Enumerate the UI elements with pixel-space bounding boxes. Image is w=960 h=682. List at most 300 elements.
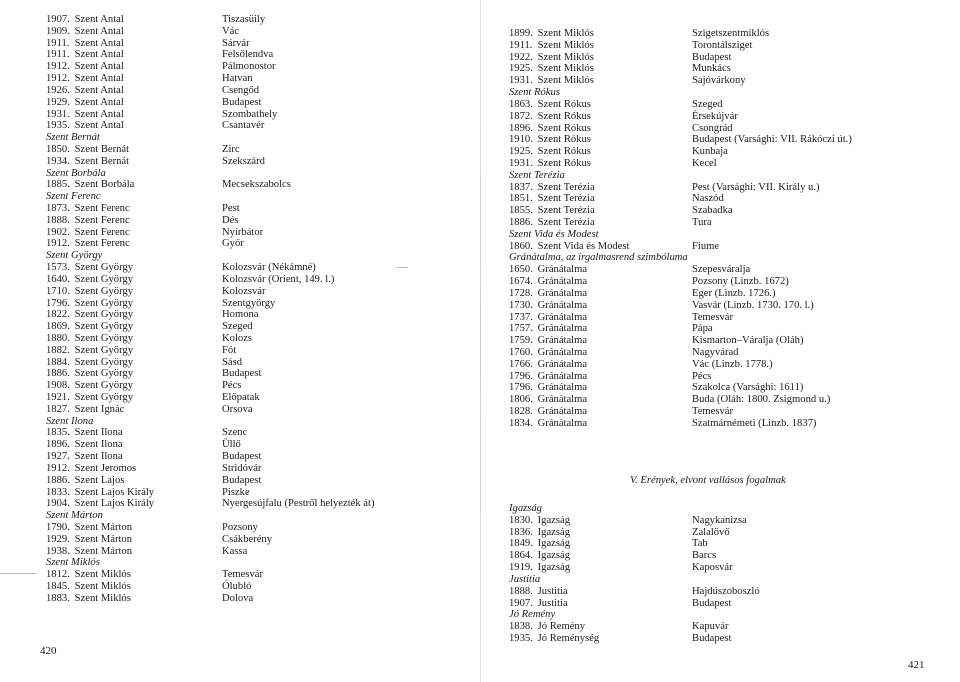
right-place-column-top (692, 28, 852, 430)
scan-mark (0, 573, 36, 574)
entry-year: 1884. (46, 356, 70, 368)
right-page-number: 421 (908, 659, 925, 671)
right-name-column-bottom (509, 503, 599, 645)
entry-place: Üllő (222, 439, 241, 451)
list-item (46, 49, 154, 61)
entry-name: Igazság (535, 514, 570, 526)
entry-name: Szent Márton (72, 545, 133, 557)
entry-place: Kolozs (222, 332, 253, 344)
entry-name: Jó Reménység (535, 632, 600, 644)
entry-name: Szent Antal (72, 49, 124, 61)
entry-name: Szent Miklós (535, 28, 594, 39)
entry-name: Szent Bernát (72, 155, 130, 167)
entry-name: Gránátalma (535, 346, 588, 358)
section-title: V. Erények, elvont vallásos fogalmak (630, 475, 786, 486)
entry-year: 1851. (509, 193, 533, 205)
entry-year: 1908. (46, 380, 70, 392)
entry-place: Szentgyörgy (222, 297, 276, 309)
entry-year: 1911. (46, 49, 70, 61)
entry-year: 1904. (46, 498, 70, 510)
entry-place: Kecel (692, 157, 717, 169)
entry-name: Gránátalma (535, 311, 588, 323)
entry-year: 1899. (509, 28, 533, 39)
section-heading: Szent Terézia (509, 169, 565, 181)
list-item (509, 205, 688, 217)
list-item (46, 85, 154, 97)
entry-place: Sajóvárkony (692, 75, 746, 87)
right-name-column-top (509, 28, 688, 430)
entry-place: Temesvár (692, 311, 734, 323)
list-item (509, 550, 599, 562)
entry-place: Budapest (222, 368, 262, 380)
list-item (46, 238, 154, 250)
entry-place: Barcs (692, 550, 717, 562)
entry-place: Torontálsziget (692, 39, 753, 51)
entry-year: 1835. (46, 427, 70, 439)
entry-year: 1921. (46, 392, 70, 403)
entry-year: 1925. (509, 63, 533, 75)
entry-name: Szent Miklós (72, 592, 131, 604)
entry-name: Szent Ilona (72, 427, 123, 439)
list-item (509, 312, 688, 324)
list-item (509, 217, 688, 229)
entry-name: Szent Antal (72, 14, 124, 25)
entry-name: Szent Miklós (72, 569, 131, 581)
entry-name: Szent György (72, 309, 134, 321)
entry-year: 1710. (46, 285, 70, 297)
section-heading: Szent Borbála (46, 167, 106, 179)
list-item (509, 586, 599, 598)
list-item (46, 569, 154, 581)
entry-place: Kapuvár (692, 621, 729, 633)
entry-year: 1911. (46, 37, 70, 49)
entry-year: 1896. (509, 122, 533, 134)
entry-year: 1934. (46, 155, 70, 167)
entry-place: Pozsony (222, 521, 258, 533)
list-item (509, 300, 688, 312)
list-item (46, 368, 154, 380)
entry-year: 1931. (46, 108, 70, 120)
entry-year: 1872. (509, 110, 533, 122)
entry-year: 1925. (509, 146, 533, 158)
entry-year: 1912. (46, 238, 70, 250)
entry-name: Gránátalma (535, 417, 588, 429)
list-item (509, 562, 599, 574)
entry-place: Buda (Oláh: 1800. Zsigmond u.) (692, 394, 831, 406)
entry-place: Munkács (692, 63, 731, 75)
entry-place: Naszód (692, 193, 724, 205)
entry-place: Budapest (222, 474, 262, 486)
entry-place: Szeged (692, 98, 723, 110)
entry-name: Gránátalma (535, 276, 588, 288)
entry-year: 1828. (509, 406, 533, 417)
right-place-column-bottom (692, 503, 760, 645)
list-item (46, 427, 154, 439)
entry-year: 1869. (46, 321, 70, 333)
entry-place: Hatvan (222, 73, 253, 85)
entry-name: Szent Ilona (72, 451, 123, 463)
list-item (46, 227, 154, 239)
entry-year: 1929. (46, 533, 70, 545)
list-item (509, 40, 688, 52)
list-item (46, 593, 154, 605)
list-item (46, 581, 154, 593)
entry-place: Dés (222, 214, 239, 226)
place-spacer (222, 168, 374, 180)
list-item (46, 97, 154, 109)
list-item (509, 276, 688, 288)
entry-place: Pécs (692, 370, 712, 382)
entry-name: Szent Borbála (72, 179, 135, 191)
entry-year: 1907. (46, 14, 70, 25)
entry-name: Szent Antal (72, 61, 124, 73)
entry-name: Gránátalma (535, 358, 588, 370)
entry-year: 1833. (46, 486, 70, 498)
section-heading: Gránátalma, az irgalmasrend szimbóluma (509, 252, 688, 264)
entry-name: Szent Ferenc (72, 238, 130, 250)
section-heading: Szent Ferenc (46, 191, 101, 203)
entry-place: Pest (Varsághi: VII. Király u.) (692, 181, 820, 193)
place-spacer (222, 416, 374, 428)
list-item (46, 38, 154, 50)
section-heading: Justitia (509, 573, 541, 585)
list-item (509, 335, 688, 347)
entry-place: Nagyvárad (692, 346, 739, 358)
list-item (509, 123, 688, 135)
section-heading: Szent Márton (46, 510, 103, 522)
entry-year: 1737. (509, 311, 533, 323)
entry-place: Szeged (222, 321, 253, 333)
list-item (509, 134, 688, 146)
place-spacer (222, 557, 374, 569)
entry-name: Szent György (72, 321, 134, 333)
entry-place: Pálmonostor (222, 61, 276, 73)
list-item (46, 463, 154, 475)
list-item (46, 144, 154, 156)
place-spacer (692, 574, 760, 586)
entry-name: Szent Márton (72, 521, 133, 533)
scan-mark (396, 267, 408, 268)
entry-place: Vác (222, 25, 240, 37)
entry-place: Pest (222, 203, 240, 214)
entry-year: 1896. (46, 439, 70, 451)
entry-name: Szent Terézia (535, 217, 595, 228)
entry-year: 1759. (509, 335, 533, 347)
entry-name: Gránátalma (535, 323, 588, 335)
entry-name: Szent Lajos Király (72, 498, 155, 510)
entry-place: Felsőlendva (222, 49, 274, 61)
entry-place: Csongrád (692, 122, 733, 134)
entry-place: Kaposvár (692, 562, 733, 574)
entry-place: Győr (222, 238, 244, 250)
entry-name: Szent Terézia (535, 205, 595, 217)
entry-year: 1864. (509, 550, 533, 562)
entry-place: Szakolca (Varsághi: 1611) (692, 382, 804, 394)
entry-name: Szent Antal (72, 25, 124, 37)
entry-year: 1730. (509, 299, 533, 311)
entry-place: Mecsekszabolcs (222, 179, 291, 191)
list-item (509, 158, 688, 170)
entry-name: Gránátalma (535, 382, 588, 394)
entry-place: Nyergesújfalu (Pestről helyezték át) (222, 498, 375, 510)
entry-year: 1902. (46, 226, 70, 238)
list-item (46, 120, 154, 132)
entry-place: Csákberény (222, 533, 273, 545)
entry-year: 1845. (46, 581, 70, 592)
list-item (509, 63, 688, 75)
entry-name: Szent Jeromos (72, 462, 137, 474)
entry-name: Szent Rókus (535, 110, 591, 122)
list-item (509, 75, 688, 87)
section-heading: Szent Miklós (46, 557, 100, 569)
list-item (46, 274, 154, 286)
entry-place: Fiume (692, 240, 720, 252)
entry-year: 1836. (509, 526, 533, 538)
list-item (509, 538, 599, 550)
list-item (46, 262, 154, 274)
entry-name: Jó Remény (535, 621, 586, 633)
entry-place: Szenc (222, 427, 248, 439)
entry-place: Tiszasüily (222, 14, 266, 25)
list-item (46, 522, 154, 534)
entry-place: Budapest (692, 632, 732, 644)
list-item (509, 418, 688, 430)
entry-place: Ólubló (222, 581, 252, 592)
entry-year: 1790. (46, 521, 70, 533)
entry-place: Pécs (222, 380, 242, 392)
entry-name: Szent György (72, 368, 134, 380)
entry-name: Szent Antal (72, 73, 124, 85)
entry-name: Justitia (535, 597, 568, 609)
entry-place: Szabadka (692, 205, 733, 217)
entry-name: Szent Ferenc (72, 214, 130, 226)
entry-name: Szent Miklós (72, 581, 131, 592)
list-item (46, 286, 154, 298)
left-name-column (46, 14, 154, 605)
entry-year: 1935. (509, 632, 533, 644)
place-spacer (692, 170, 852, 182)
entry-place: Stridóvár (222, 462, 262, 474)
list-item (509, 515, 599, 527)
entry-year: 1757. (509, 323, 533, 335)
list-item (509, 621, 599, 633)
entry-name: Gránátalma (535, 335, 588, 347)
entry-place: Kassa (222, 545, 248, 557)
entry-year: 1938. (46, 545, 70, 557)
entry-place: Szigetszentmiklós (692, 28, 770, 39)
entry-year: 1880. (46, 332, 70, 344)
entry-year: 1931. (509, 75, 533, 87)
entry-year: 1573. (46, 262, 70, 274)
list-item (46, 487, 154, 499)
entry-year: 1919. (509, 562, 533, 574)
list-item (46, 404, 154, 416)
list-item (46, 546, 154, 558)
place-spacer (692, 229, 852, 241)
entry-name: Szent Ferenc (72, 226, 130, 238)
list-item (46, 498, 154, 510)
list-item (509, 52, 688, 64)
entry-year: 1650. (509, 264, 533, 276)
entry-year: 1886. (509, 217, 533, 228)
entry-year: 1728. (509, 287, 533, 299)
entry-name: Gránátalma (535, 287, 588, 299)
entry-year: 1926. (46, 84, 70, 96)
section-heading: Szent Ilona (46, 415, 94, 427)
list-item (46, 215, 154, 227)
entry-name: Szent Rókus (535, 122, 591, 134)
right-page (480, 0, 960, 682)
place-spacer (692, 87, 852, 99)
list-item (509, 633, 599, 645)
entry-year: 1911. (509, 39, 533, 51)
entry-name: Szent Lajos Király (72, 486, 155, 498)
list-item (46, 26, 154, 38)
entry-year: 1830. (509, 514, 533, 526)
entry-year: 1863. (509, 98, 533, 110)
section-heading: Igazság (509, 503, 542, 514)
list-item (509, 382, 688, 394)
list-item (509, 371, 688, 383)
entry-name: Szent György (72, 356, 134, 368)
list-item (509, 241, 688, 253)
entry-name: Gránátalma (535, 299, 588, 311)
entry-year: 1766. (509, 358, 533, 370)
entry-name: Szent Terézia (535, 193, 595, 205)
section-heading: Jó Remény (509, 609, 556, 621)
list-item (509, 406, 688, 418)
place-spacer (692, 503, 760, 515)
list-item (46, 73, 154, 85)
list-item (509, 598, 599, 610)
entry-place: Budapest (692, 597, 732, 609)
list-item (46, 61, 154, 73)
entry-name: Szent Rókus (535, 146, 591, 158)
entry-year: 1929. (46, 96, 70, 108)
entry-place: Fót (222, 344, 237, 356)
entry-year: 1849. (509, 538, 533, 550)
list-item (46, 179, 154, 191)
list-item (509, 288, 688, 300)
list-item (509, 28, 688, 40)
entry-year: 1855. (509, 205, 533, 217)
entry-name: Szent György (72, 344, 134, 356)
entry-place: Szekszárd (222, 155, 265, 167)
entry-year: 1796. (509, 382, 533, 394)
entry-place: Csantavér (222, 120, 265, 132)
entry-year: 1822. (46, 309, 70, 321)
entry-name: Szent Antal (72, 96, 124, 108)
place-spacer (222, 250, 374, 262)
entry-place: Szatmárnémeti (Linzb. 1837) (692, 417, 817, 429)
entry-name: Gránátalma (535, 264, 588, 276)
left-place-column (222, 14, 374, 605)
entry-year: 1927. (46, 451, 70, 463)
entry-name: Szent Antal (72, 108, 124, 120)
entry-name: Szent György (72, 285, 134, 297)
entry-year: 1922. (509, 51, 533, 63)
entry-place: Érsekújvár (692, 110, 738, 122)
list-item (509, 182, 688, 194)
entry-place: Szepesváralja (692, 264, 751, 276)
entry-place: Kolozsvár (Nékámné) (222, 262, 316, 274)
entry-place: Vasvár (Linzb. 1730. 170. l.) (692, 299, 814, 311)
entry-place: Temesvár (692, 406, 734, 417)
entry-name: Szent Antal (72, 37, 124, 49)
entry-place: Zalalövő (692, 526, 730, 538)
list-item (46, 321, 154, 333)
place-spacer (222, 132, 374, 144)
list-item (46, 451, 154, 463)
list-item (509, 111, 688, 123)
entry-name: Szent Antal (72, 120, 124, 132)
list-item (46, 345, 154, 357)
list-item (46, 109, 154, 121)
entry-place: Budapest (222, 451, 262, 463)
list-item (46, 439, 154, 451)
list-item (46, 156, 154, 168)
entry-name: Szent György (72, 332, 134, 344)
list-item (509, 323, 688, 335)
section-heading: Szent Vida és Modest (509, 228, 599, 240)
entry-year: 1827. (46, 403, 70, 415)
entry-name: Szent Ferenc (72, 203, 130, 214)
entry-name: Szent György (72, 297, 134, 309)
list-item (509, 347, 688, 359)
entry-place: Zirc (222, 143, 240, 155)
entry-place: Sárvár (222, 37, 250, 49)
entry-place: Eger (Linzb. 1726.) (692, 287, 776, 299)
entry-name: Szent Terézia (535, 181, 595, 193)
entry-name: Szent Vida és Modest (535, 240, 630, 252)
entry-place: Budapest (Varsághi: VII. Rákóczi út.) (692, 134, 852, 146)
list-item (509, 264, 688, 276)
entry-name: Gránátalma (535, 406, 588, 417)
list-item (509, 146, 688, 158)
entry-place: Előpatak (222, 392, 260, 403)
list-item (46, 203, 154, 215)
entry-place: Piszke (222, 486, 250, 498)
entry-name: Szent Miklós (535, 63, 594, 75)
entry-place: Budapest (222, 96, 262, 108)
left-page-number: 420 (40, 645, 57, 657)
entry-year: 1838. (509, 621, 533, 633)
entry-year: 1834. (509, 417, 533, 429)
list-item (509, 193, 688, 205)
list-item (46, 380, 154, 392)
entry-year: 1674. (509, 276, 533, 288)
entry-place: Nyírbátor (222, 226, 264, 238)
entry-place: Orsova (222, 403, 253, 415)
section-heading: Szent György (46, 250, 103, 262)
entry-name: Igazság (535, 562, 570, 574)
list-item (46, 298, 154, 310)
list-item (509, 359, 688, 371)
entry-year: 1931. (509, 157, 533, 169)
entry-place: Dolova (222, 592, 254, 604)
entry-name: Szent Ilona (72, 439, 123, 451)
list-item (46, 309, 154, 321)
entry-place: Temesvár (222, 569, 264, 581)
entry-name: Justitia (535, 585, 568, 597)
list-item (46, 475, 154, 487)
entry-year: 1640. (46, 273, 70, 285)
entry-name: Szent Ignác (72, 403, 125, 415)
entry-name: Szent Antal (72, 84, 124, 96)
place-spacer (692, 609, 760, 621)
entry-year: 1812. (46, 569, 70, 581)
entry-name: Szent Miklós (535, 51, 594, 63)
